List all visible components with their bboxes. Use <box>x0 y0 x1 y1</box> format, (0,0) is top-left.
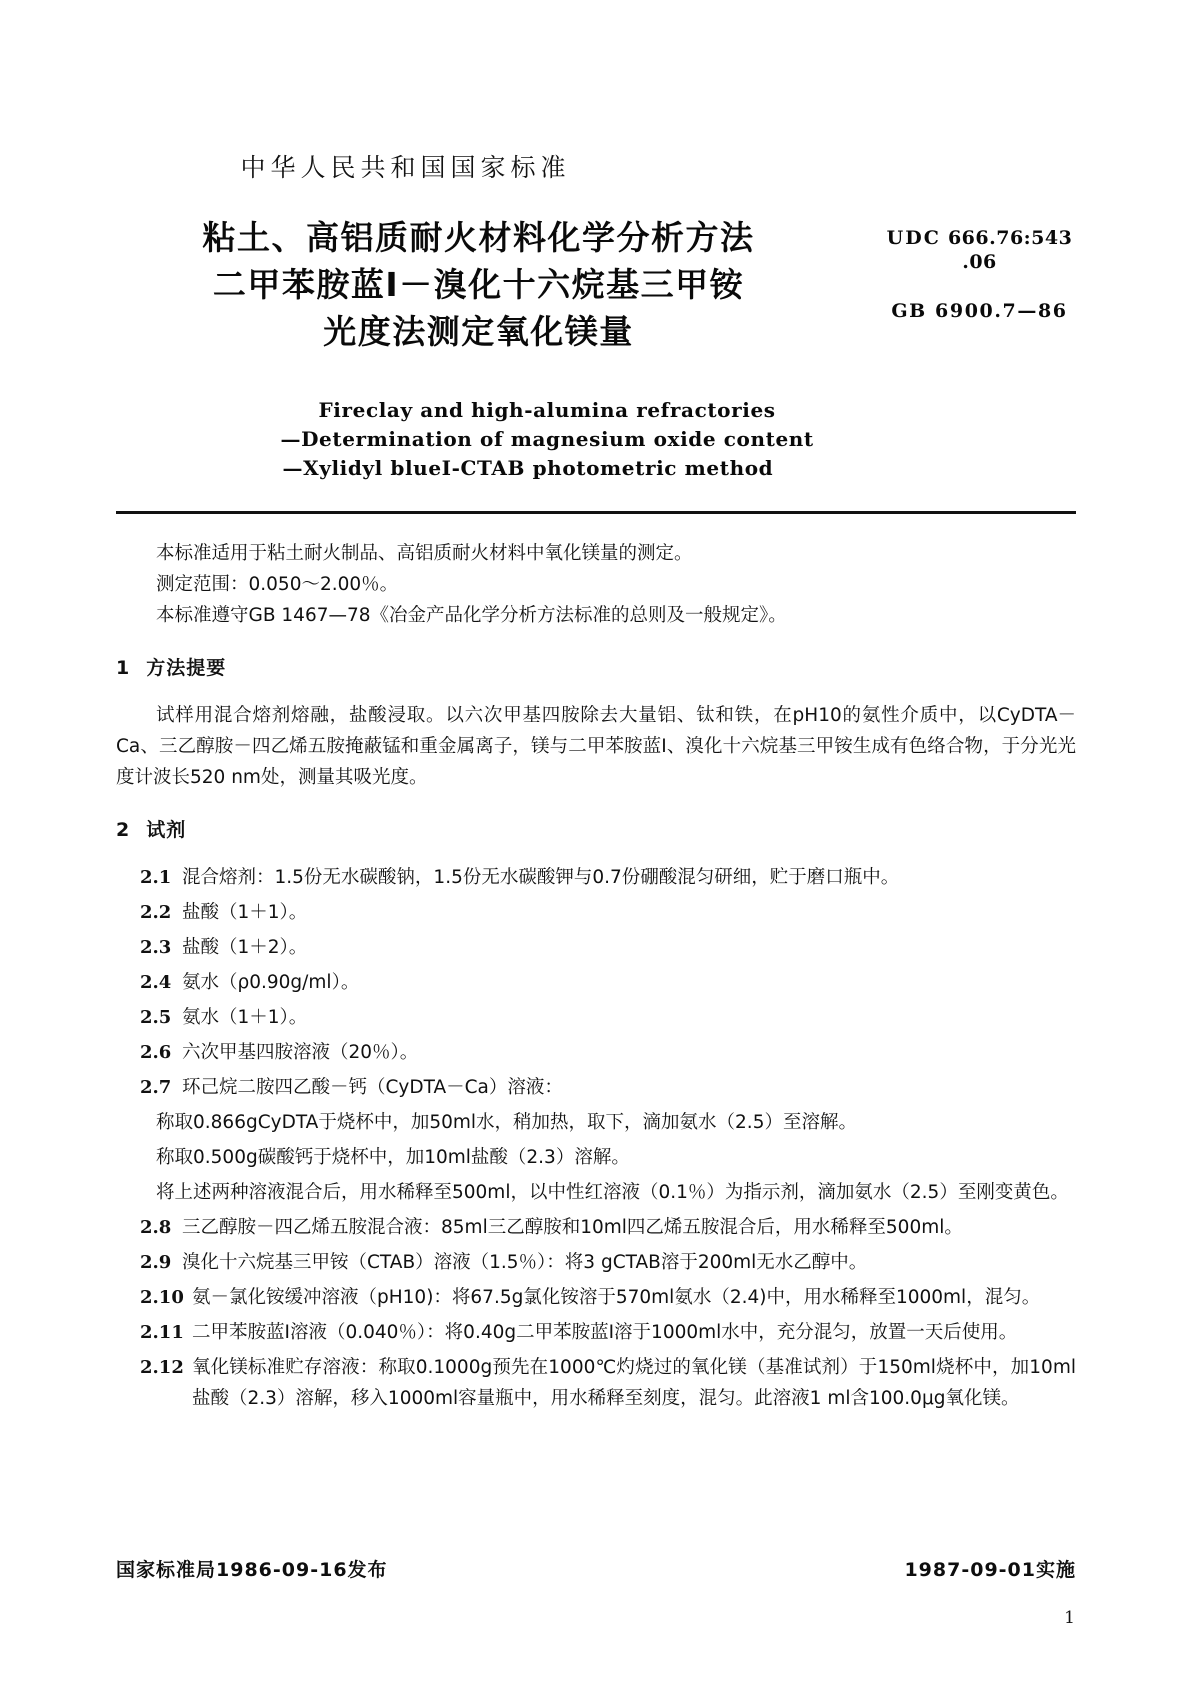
reagent-item <box>116 897 1076 928</box>
reagent-text: 三乙醇胺－四乙烯五胺混合液：85ml三乙醇胺和10ml四乙烯五胺混合后，用水稀释至500ml。 <box>182 1217 963 1238</box>
reagent-item <box>116 1002 1076 1033</box>
reagent-index: 2.5 <box>140 1007 172 1028</box>
reagent-text: 盐酸（1＋2）。 <box>182 937 308 958</box>
document-header <box>0 148 1191 514</box>
section-2-title: 试剂 <box>146 819 187 841</box>
reagent-item <box>116 1352 1076 1414</box>
page-number: 1 <box>1064 1608 1075 1628</box>
reagent-text: 溴化十六烷基三甲铵（CTAB）溶液（1.5％）：将3 gCTAB溶于200ml无水乙醇中。 <box>182 1252 868 1273</box>
reagent-index: 2.1 <box>140 867 172 888</box>
reagent-index: 2.4 <box>140 972 172 993</box>
reagent-index: 2.8 <box>140 1217 172 1238</box>
english-title-line-2: —Determination of magnesium oxide content <box>280 427 814 451</box>
scope-paragraph: 本标准适用于粘土耐火制品、高铝质耐火材料中氧化镁量的测定。 <box>156 543 693 564</box>
document-body <box>116 538 1076 1414</box>
section-1-paragraph: 试样用混合熔剂熔融，盐酸浸取。以六次甲基四胺除去大量铝、钛和铁，在pH10的氨性介质中，以CyDTA－Ca、三乙醇胺－四乙烯五胺掩蔽锰和重金属离子，镁与二甲苯胺蓝Ⅰ、溴化十六烷基三甲铵生成有色络合物，于分光光度计波长520 nm处，测量其吸光度。 <box>116 705 1076 788</box>
english-title <box>91 396 1101 483</box>
reagent-text: 氨－氯化铵缓冲溶液（pH10)：将67.5g氯化铵溶于570ml氨水（2.4)中，用水稀释至1000ml，混匀。 <box>192 1287 1041 1308</box>
reagent-text: 环己烷二胺四乙酸－钙（CyDTA－Ca）溶液： <box>182 1077 563 1098</box>
udc-value: 666.76:543 <box>947 227 1073 249</box>
section-1-number: 1 <box>116 657 131 679</box>
reagent-item <box>116 967 1076 998</box>
header-divider <box>116 511 1076 514</box>
reagent-text: 氨水（ρ0.90g/ml）。 <box>182 972 360 993</box>
reagent-text: 氧化镁标准贮存溶液：称取0.1000g预先在1000℃灼烧过的氧化镁（基准试剂）于150ml烧杯中，加10ml盐酸（2.3）溶解，移入1000ml容量瓶中，用水稀释至刻度，混匀。此溶液1 ml含100.0μg氧化镁。 <box>192 1357 1076 1409</box>
chinese-title <box>129 214 829 355</box>
effective-date: 1987-09-01实施 <box>904 1559 1076 1581</box>
udc-label: UDC <box>886 227 941 249</box>
reagent-text: 混合熔剂：1.5份无水碳酸钠，1.5份无水碳酸钾与0.7份硼酸混匀研细，贮于磨口瓶中。 <box>182 867 900 888</box>
gb-standard-number: GB 6900.7—86 <box>891 300 1068 322</box>
reagent-index: 2.7 <box>140 1077 172 1098</box>
chinese-title-line-1: 粘土、高铝质耐火材料化学分析方法 <box>202 218 755 257</box>
reagent-item <box>116 1247 1076 1278</box>
national-standard-label: 中华人民共和国国家标准 <box>240 153 571 182</box>
section-2-number: 2 <box>116 819 131 841</box>
reagent-index: 2.3 <box>140 937 172 958</box>
section-1-heading <box>116 653 1076 684</box>
reagent-index: 2.11 <box>140 1322 184 1343</box>
document-footer <box>116 1555 1076 1582</box>
reagent-text: 六次甲基四胺溶液（20％）。 <box>182 1042 419 1063</box>
section-1-title: 方法提要 <box>146 657 227 679</box>
reagent-index: 2.9 <box>140 1252 172 1273</box>
range-paragraph: 测定范围：0.050～2.00％。 <box>156 574 399 595</box>
udc-value-continued: .06 <box>962 251 997 273</box>
reagent-item <box>116 862 1076 893</box>
reagent-2-7-sub-3: 将上述两种溶液混合后，用水稀释至500ml，以中性红溶液（0.1％）为指示剂，滴加氨水（2.5）至刚变黄色。 <box>156 1182 1069 1203</box>
reagent-index: 2.12 <box>140 1357 184 1378</box>
reagent-item <box>116 1282 1076 1313</box>
title-row <box>91 214 1101 374</box>
reagent-item <box>116 1072 1076 1103</box>
reagent-2-7-sub-1: 称取0.866gCyDTA于烧杯中，加50ml水，稍加热，取下，滴加氨水（2.5）至溶解。 <box>156 1112 857 1133</box>
reagent-item <box>116 1037 1076 1068</box>
reagent-item <box>116 932 1076 963</box>
reagent-item <box>116 1317 1076 1348</box>
chinese-title-line-2: 二甲苯胺蓝Ⅰ－溴化十六烷基三甲铵 <box>212 265 745 304</box>
udc-number <box>865 226 1095 274</box>
issue-date: 国家标准局1986-09-16发布 <box>116 1559 388 1581</box>
reagent-text: 二甲苯胺蓝Ⅰ溶液（0.040％）：将0.40g二甲苯胺蓝Ⅰ溶于1000ml水中，充分混匀，放置一天后使用。 <box>192 1322 1018 1343</box>
chinese-title-line-3: 光度法测定氧化镁量 <box>323 312 634 351</box>
reagent-item <box>116 1212 1076 1243</box>
reagent-index: 2.2 <box>140 902 172 923</box>
reagent-index: 2.10 <box>140 1287 184 1308</box>
conformance-paragraph: 本标准遵守GB 1467—78《冶金产品化学分析方法标准的总则及一般规定》。 <box>156 605 787 626</box>
standard-code-block <box>865 226 1095 322</box>
english-title-line-1: Fireclay and high-alumina refractories <box>318 398 776 422</box>
english-title-line-3: —Xylidyl blueⅠ-CTAB photometric method <box>282 456 774 480</box>
reagent-text: 盐酸（1＋1）。 <box>182 902 308 923</box>
reagent-2-7-sub-2: 称取0.500g碳酸钙于烧杯中，加10ml盐酸（2.3）溶解。 <box>156 1147 630 1168</box>
reagent-text: 氨水（1＋1）。 <box>182 1007 308 1028</box>
reagent-index: 2.6 <box>140 1042 172 1063</box>
section-2-heading <box>116 815 1076 846</box>
